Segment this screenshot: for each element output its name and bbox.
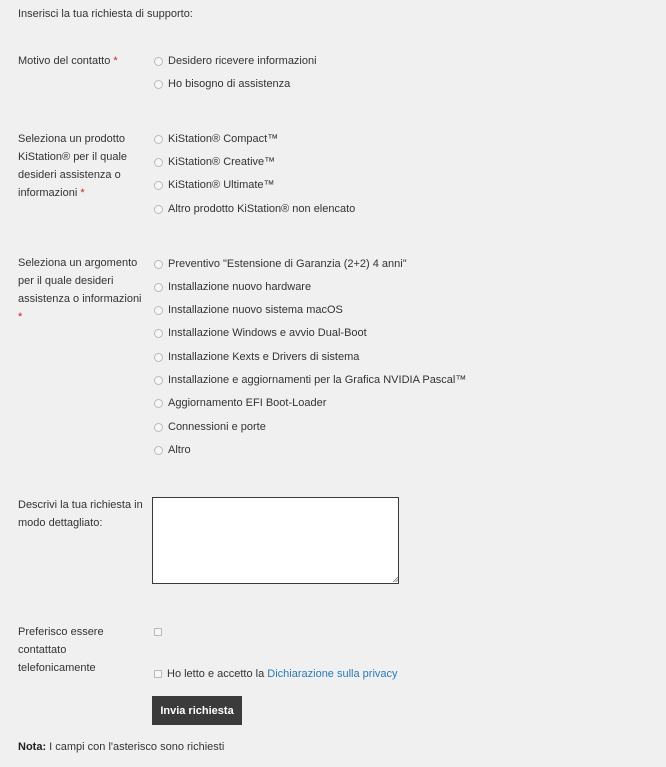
topic-label: Seleziona un argomento per il quale desideri assistenza o informazioni * bbox=[18, 257, 142, 323]
option-label: Ho bisogno di assistenza bbox=[168, 78, 291, 90]
required-asterisk: * bbox=[80, 187, 85, 199]
radio-button[interactable] bbox=[154, 283, 163, 292]
option-label: Desidero ricevere informazioni bbox=[168, 55, 317, 67]
note-label: Nota: bbox=[18, 741, 47, 753]
option-label: Installazione Kexts e Drivers di sistema bbox=[168, 351, 360, 363]
option-label: Installazione nuovo sistema macOS bbox=[168, 304, 343, 316]
privacy-consent[interactable] bbox=[154, 667, 398, 681]
description-textarea[interactable] bbox=[152, 497, 399, 584]
reason-option-info[interactable] bbox=[154, 54, 317, 68]
reason-option-assistance[interactable] bbox=[154, 77, 290, 91]
option-label: Altro bbox=[168, 444, 191, 456]
topic-option-macos[interactable] bbox=[154, 303, 343, 317]
topic-option-warranty[interactable] bbox=[154, 257, 407, 271]
required-note bbox=[18, 740, 224, 754]
description-label: Descrivi la tua richiesta in modo dettagliato: bbox=[18, 499, 143, 529]
phone-checkbox[interactable] bbox=[154, 628, 162, 636]
topic-option-ports[interactable] bbox=[154, 420, 266, 434]
topic-option-windows[interactable] bbox=[154, 326, 367, 340]
radio-button[interactable] bbox=[154, 80, 163, 89]
radio-button[interactable] bbox=[154, 260, 163, 269]
radio-button[interactable] bbox=[154, 399, 163, 408]
option-label: KiStation® Compact™ bbox=[168, 133, 279, 145]
required-asterisk: * bbox=[18, 311, 23, 323]
topic-option-hardware[interactable] bbox=[154, 280, 311, 294]
product-option-ultimate[interactable] bbox=[154, 178, 275, 192]
option-label: Installazione nuovo hardware bbox=[168, 281, 312, 293]
radio-button[interactable] bbox=[154, 205, 163, 214]
note-text: I campi con l'asterisco sono richiesti bbox=[46, 741, 225, 753]
product-option-other[interactable] bbox=[154, 202, 355, 216]
topic-option-kexts[interactable] bbox=[154, 350, 359, 364]
resize-grip-icon[interactable] bbox=[392, 576, 398, 582]
privacy-text: Ho letto e accetto la bbox=[167, 668, 268, 680]
topic-option-efi[interactable] bbox=[154, 396, 326, 410]
option-label: Installazione Windows e avvio Dual-Boot bbox=[168, 327, 367, 339]
radio-button[interactable] bbox=[154, 158, 163, 167]
option-label: KiStation® Ultimate™ bbox=[168, 179, 275, 191]
radio-button[interactable] bbox=[154, 376, 163, 385]
option-label: Installazione e aggiornamenti per la Grafica NVIDIA Pascal™ bbox=[168, 374, 467, 386]
option-label: Preventivo "Estensione di Garanzia (2+2) 4 anni" bbox=[168, 258, 407, 270]
privacy-link[interactable]: Dichiarazione sulla privacy bbox=[267, 668, 398, 680]
radio-button[interactable] bbox=[154, 423, 163, 432]
option-label: KiStation® Creative™ bbox=[168, 156, 276, 168]
option-label: Altro prodotto KiStation® non elencato bbox=[168, 203, 356, 215]
topic-option-nvidia[interactable] bbox=[154, 373, 466, 387]
option-label: Connessioni e porte bbox=[168, 421, 266, 433]
phone-label: Preferisco essere contattato telefonicamente bbox=[18, 626, 104, 674]
radio-button[interactable] bbox=[154, 353, 163, 362]
topic-option-other[interactable] bbox=[154, 443, 191, 457]
form-intro: Inserisci la tua richiesta di supporto: bbox=[18, 8, 193, 20]
product-option-creative[interactable] bbox=[154, 155, 275, 169]
product-option-compact[interactable] bbox=[154, 132, 278, 146]
radio-button[interactable] bbox=[154, 57, 163, 66]
reason-label: Motivo del contatto * bbox=[18, 55, 118, 67]
radio-button[interactable] bbox=[154, 135, 163, 144]
submit-button[interactable]: Invia richiesta bbox=[152, 696, 242, 725]
radio-button[interactable] bbox=[154, 306, 163, 315]
product-label: Seleziona un prodotto KiStation® per il quale desideri assistenza o informazioni * bbox=[18, 133, 128, 199]
option-label: Aggiornamento EFI Boot-Loader bbox=[168, 397, 327, 409]
checkbox[interactable] bbox=[154, 628, 162, 636]
radio-button[interactable] bbox=[154, 446, 163, 455]
privacy-checkbox[interactable] bbox=[154, 670, 162, 678]
radio-button[interactable] bbox=[154, 181, 163, 190]
required-asterisk: * bbox=[113, 55, 118, 67]
radio-button[interactable] bbox=[154, 329, 163, 338]
